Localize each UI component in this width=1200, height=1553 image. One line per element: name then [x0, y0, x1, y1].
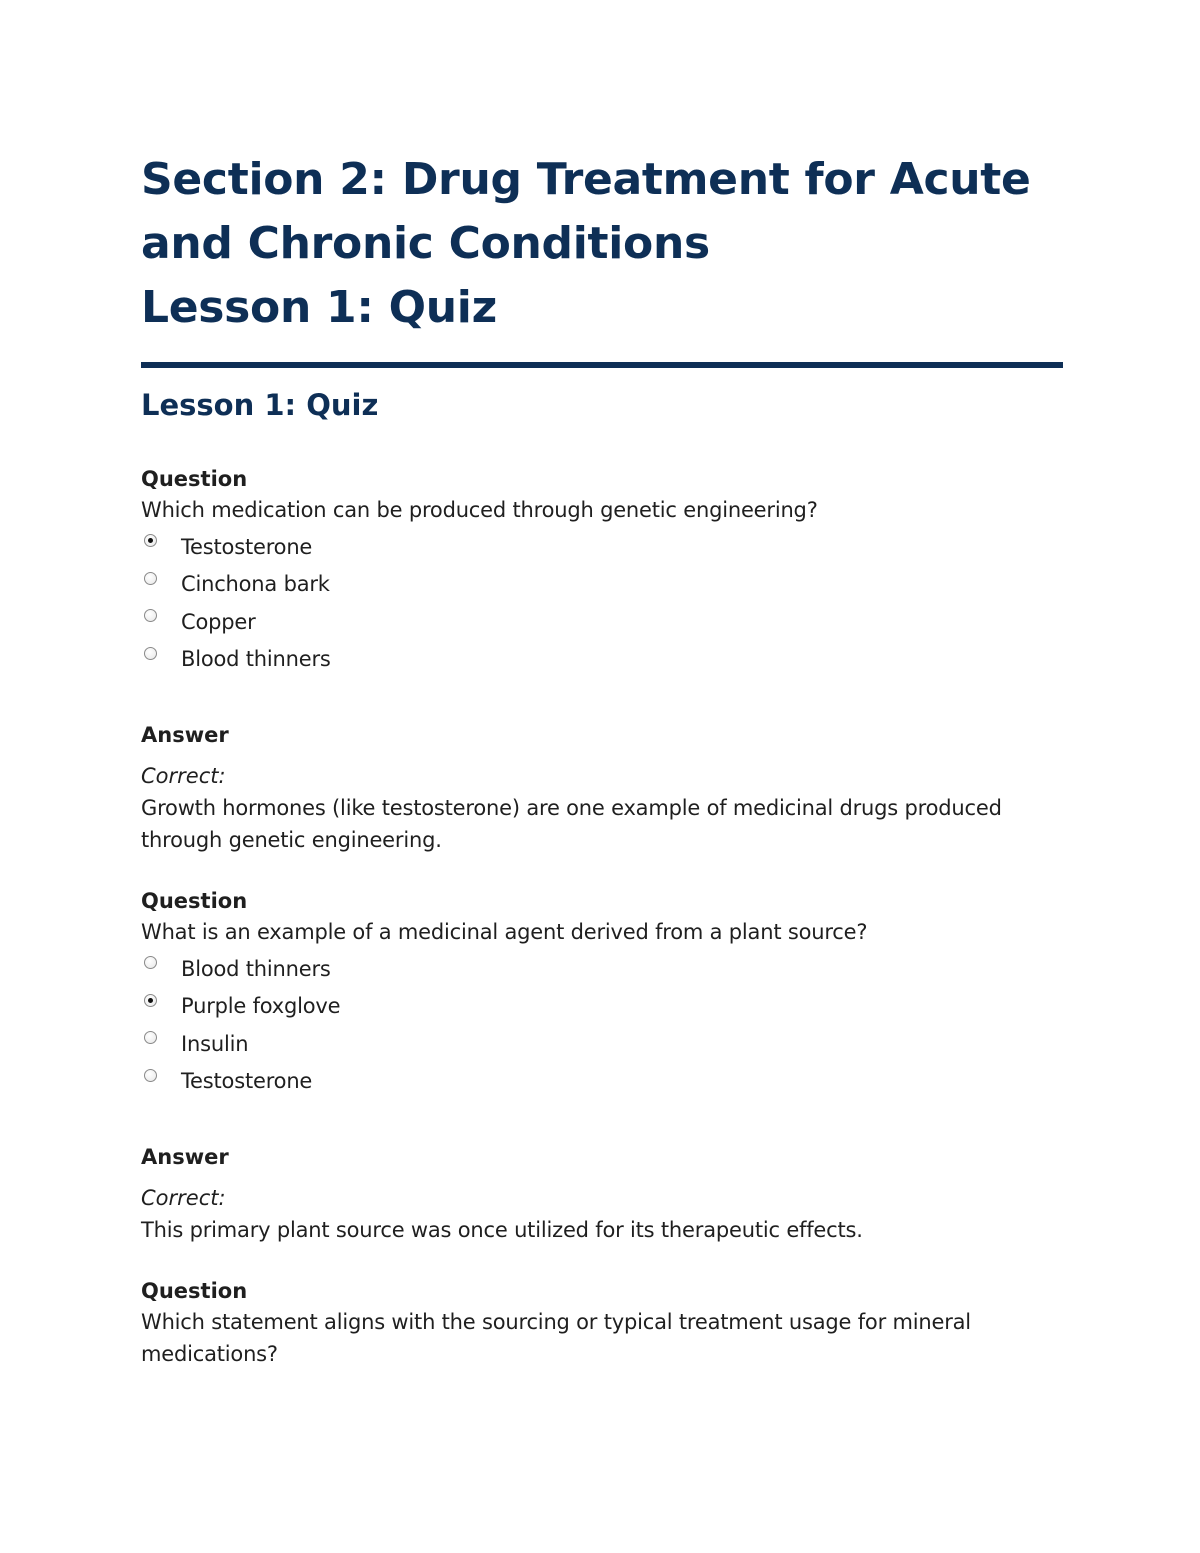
answer-explanation: Growth hormones (like testosterone) are one example of medicinal drugs produced through genetic engineering. — [141, 796, 1002, 852]
answer-option[interactable] — [141, 528, 1063, 566]
option-label: Purple foxglove — [181, 994, 341, 1019]
question-text: What is an example of a medicinal agent derived from a plant source? — [141, 920, 868, 944]
radio-unselected-icon[interactable] — [144, 647, 157, 660]
question-block-3 — [141, 1276, 1063, 1370]
answer-options — [141, 528, 1063, 678]
option-label: Testosterone — [181, 1069, 313, 1094]
radio-selected-icon[interactable] — [144, 534, 157, 547]
answer-option[interactable] — [141, 641, 1063, 679]
lesson-heading: Lesson 1: Quiz — [141, 388, 379, 422]
answer-option[interactable] — [141, 1025, 1063, 1063]
option-label: Blood thinners — [181, 956, 331, 981]
question-label: Question — [141, 889, 248, 913]
option-label: Testosterone — [181, 534, 313, 559]
answer-options — [141, 950, 1063, 1100]
radio-selected-icon[interactable] — [144, 994, 157, 1007]
title-divider — [141, 362, 1063, 368]
radio-unselected-icon[interactable] — [144, 956, 157, 969]
question-block-1 — [141, 464, 1063, 856]
radio-unselected-icon[interactable] — [144, 609, 157, 622]
answer-option[interactable] — [141, 1063, 1063, 1101]
answer-option[interactable] — [141, 988, 1063, 1026]
title-line: Lesson 1: Quiz — [141, 282, 497, 333]
answer-explanation: This primary plant source was once utilized for its therapeutic effects. — [141, 1218, 863, 1242]
document-title — [141, 148, 1063, 340]
question-label: Question — [141, 1279, 248, 1303]
answer-option[interactable] — [141, 566, 1063, 604]
radio-unselected-icon[interactable] — [144, 1069, 157, 1082]
option-label: Insulin — [181, 1031, 249, 1056]
question-text: Which medication can be produced through genetic engineering? — [141, 498, 818, 522]
title-line: Section 2: Drug Treatment for Acute — [141, 154, 1031, 205]
option-label: Cinchona bark — [181, 572, 330, 597]
question-label: Question — [141, 467, 248, 491]
option-label: Copper — [181, 609, 256, 634]
answer-option[interactable] — [141, 950, 1063, 988]
question-text: Which statement aligns with the sourcing or typical treatment usage for mineral medications? — [141, 1310, 971, 1366]
radio-unselected-icon[interactable] — [144, 1031, 157, 1044]
radio-unselected-icon[interactable] — [144, 572, 157, 585]
answer-block — [141, 720, 1063, 856]
answer-status: Correct: — [141, 1186, 226, 1210]
answer-label: Answer — [141, 723, 229, 747]
answer-option[interactable] — [141, 603, 1063, 641]
answer-block — [141, 1142, 1063, 1246]
question-block-2 — [141, 886, 1063, 1246]
title-line: and Chronic Conditions — [141, 218, 710, 269]
option-label: Blood thinners — [181, 647, 331, 672]
answer-status: Correct: — [141, 764, 226, 788]
document-page — [141, 148, 1063, 1370]
answer-label: Answer — [141, 1145, 229, 1169]
